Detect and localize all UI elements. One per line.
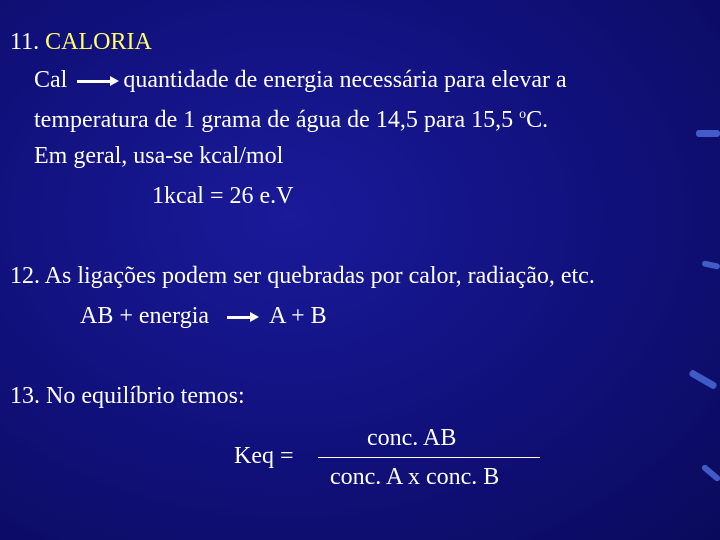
decorative-streak bbox=[701, 464, 720, 483]
celsius-unit: C. bbox=[526, 107, 549, 133]
degree-superscript: o bbox=[519, 107, 527, 122]
decorative-streak bbox=[688, 369, 717, 390]
reaction-equation bbox=[80, 302, 327, 330]
section-13-text: 13. No equilíbrio temos: bbox=[10, 383, 245, 409]
fraction-denominator: conc. A x conc. B bbox=[330, 464, 500, 490]
products: A + B bbox=[269, 303, 327, 329]
section-11-number: 11. bbox=[10, 29, 40, 55]
fraction-bar bbox=[318, 457, 540, 458]
cal-definition-line-2 bbox=[34, 101, 548, 134]
section-11-title: CALORIA bbox=[45, 29, 152, 55]
usage-note: Em geral, usa-se kcal/mol bbox=[34, 143, 284, 169]
fraction-numerator: conc. AB bbox=[367, 425, 457, 451]
definition-text-2: temperatura de 1 grama de água de 14,5 para 15,5 bbox=[34, 107, 514, 133]
decorative-streak bbox=[696, 130, 720, 137]
cal-label: Cal bbox=[34, 67, 68, 93]
decorative-streak bbox=[702, 260, 720, 270]
section-12-text: 12. As ligações podem ser quebradas por calor, radiação, etc. bbox=[10, 263, 595, 289]
reactants: AB + energia bbox=[80, 303, 210, 329]
definition-text-1: quantidade de energia necessária para elevar a bbox=[123, 67, 567, 93]
arrow-right-icon bbox=[77, 73, 117, 89]
kcal-equivalence: 1kcal = 26 e.V bbox=[152, 183, 294, 209]
section-11-heading bbox=[10, 28, 152, 56]
arrow-right-icon bbox=[227, 309, 257, 325]
cal-definition-line-1 bbox=[34, 66, 567, 94]
keq-label: Keq = bbox=[234, 443, 294, 469]
